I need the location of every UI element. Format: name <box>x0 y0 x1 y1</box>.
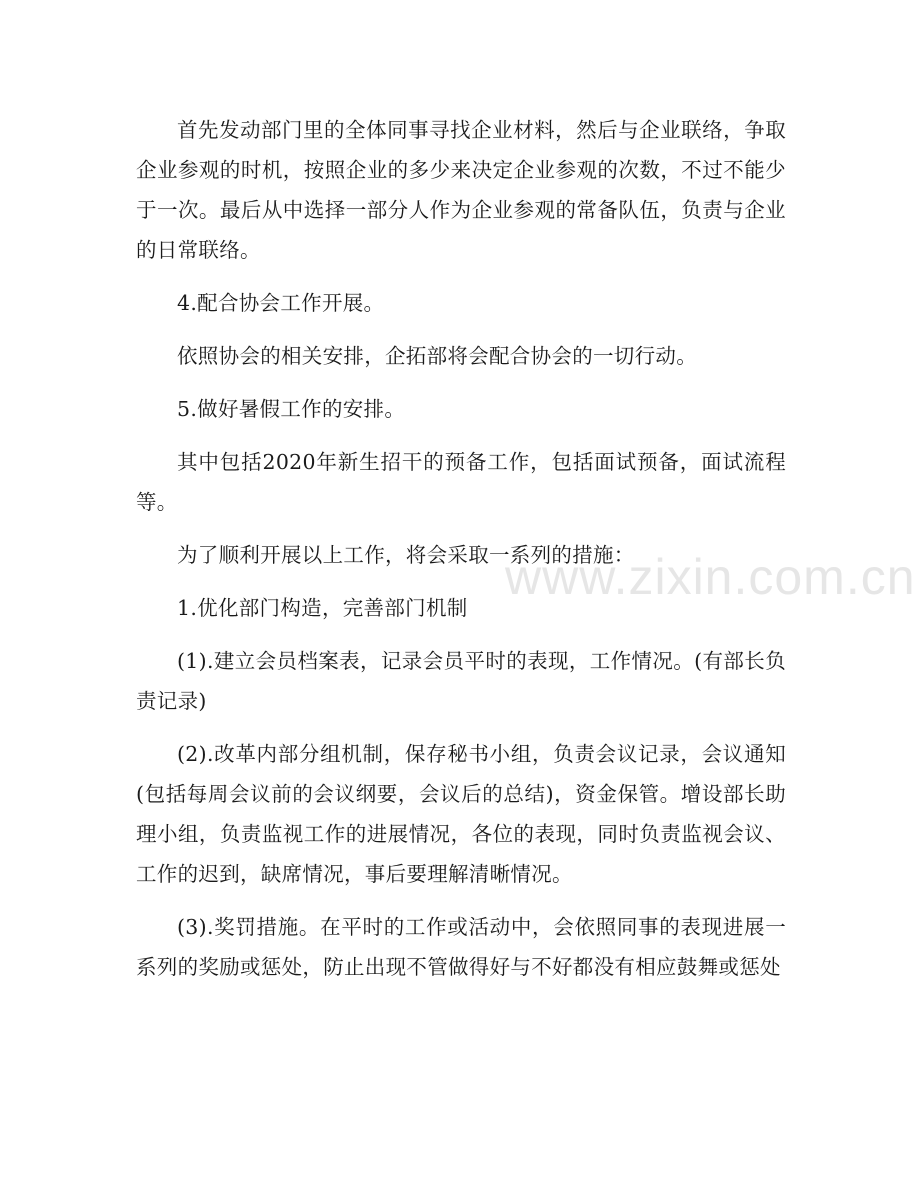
paragraph-8: (1).建立会员档案表，记录会员平时的表现，工作情况。(有部长负责记录) <box>136 649 786 713</box>
document-body <box>136 110 786 1000</box>
paragraph-5: 其中包括2020年新生招干的预备工作，包括面试预备，面试流程等。 <box>136 450 786 514</box>
paragraph-10: (3).奖罚措施。在平时的工作或活动中，会依照同事的表现进展一系列的奖励或惩处，防止出现不管做得好与不好都没有相应鼓舞或惩处 <box>136 915 786 979</box>
paragraph-2: 4.配合协会工作开展。 <box>177 291 385 315</box>
paragraph-3: 依照协会的相关安排，企拓部将会配合协会的一切行动。 <box>177 344 697 368</box>
paragraph-4: 5.做好暑假工作的安排。 <box>177 397 406 421</box>
paragraph-7: 1.优化部门构造，完善部门机制 <box>177 596 468 620</box>
paragraph-9: (2).改革内部分组机制，保存秘书小组，负责会议记录，会议通知(包括每周会议前的会议纲要，会议后的总结)，资金保管。增设部长助理小组，负责监视工作的进展情况，各位的表现，同时负责监视会议、工作的迟到，缺席情况，事后要理解清晰情况。 <box>136 742 786 886</box>
watermark: www.zixin.com.cn <box>505 549 916 605</box>
paragraph-6: 为了顺利开展以上工作，将会采取一系列的措施： <box>177 543 635 567</box>
paragraph-1: 首先发动部门里的全体同事寻找企业材料，然后与企业联络，争取企业参观的时机，按照企业的多少来决定企业参观的次数，不过不能少于一次。最后从中选择一部分人作为企业参观的常备队伍，负责与企业的日常联络。 <box>136 118 786 262</box>
